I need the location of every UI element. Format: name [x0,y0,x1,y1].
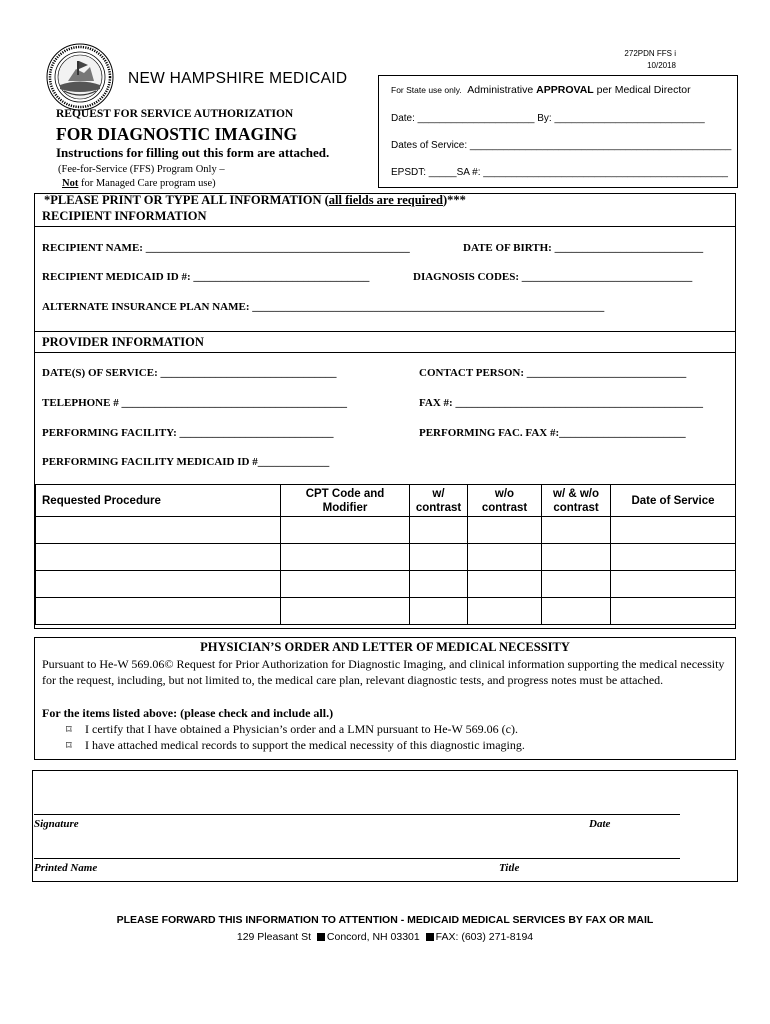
form-title: FOR DIAGNOSTIC IMAGING [56,124,298,144]
lmn-body: Pursuant to He-W 569.06© Request for Prior Authorization for Diagnostic Imaging, and clinical information supporting the medical necessity for the request, including, but not limited to, the medical care plan, relevant diagnostic tests, and progress notes must be attached. [42,657,725,688]
date-cell[interactable] [611,598,736,625]
mailing-address [0,931,770,943]
telephone-field[interactable]: TELEPHONE # _________________________________________ [42,397,347,409]
fax-field[interactable]: FAX #: _____________________________________________ [419,397,703,409]
with-contrast-cell[interactable] [410,598,468,625]
cpt-cell[interactable] [281,544,410,571]
state-approval-line [391,84,691,96]
forward-instructions: PLEASE FORWARD THIS INFORMATION TO ATTENTION - MEDICAID MEDICAL SERVICES BY FAX OR MAIL [116,914,654,926]
without-contrast-cell[interactable] [468,517,542,544]
with-without-cell[interactable] [542,544,611,571]
table-row [36,544,736,571]
with-contrast-cell[interactable] [410,517,468,544]
col-wo-line2: contrast [481,501,528,514]
cpt-cell[interactable] [281,598,410,625]
agency-name: NEW HAMPSHIRE MEDICAID [128,70,348,87]
diagnosis-codes-field[interactable]: DIAGNOSIS CODES: _______________________________ [413,271,693,283]
col-wo-line1: w/o [494,487,515,500]
col-requested-procedure: Requested Procedure [36,485,281,517]
col-w-line2: contrast [415,501,462,514]
table-row [36,598,736,625]
table-header-row [36,485,736,517]
instructions-note: Instructions for filling out this form are attached. [56,145,330,160]
date-of-birth-field[interactable]: DATE OF BIRTH: ___________________________ [463,242,704,254]
cpt-cell[interactable] [281,571,410,598]
printed-name-line[interactable] [34,858,680,859]
signature-date-label: Date [589,818,611,830]
black-square-icon [317,933,325,941]
approval-word: APPROVAL [536,84,594,96]
performing-facility-medicaid-id-field[interactable]: PERFORMING FACILITY MEDICAID ID #_____________ [42,456,330,468]
without-contrast-cell[interactable] [468,571,542,598]
recipient-section-header: RECIPIENT INFORMATION [42,209,207,223]
date-cell[interactable] [611,517,736,544]
title-label: Title [499,862,520,874]
lmn-title: PHYSICIAN’S ORDER AND LETTER OF MEDICAL NECESSITY [200,640,570,654]
col-date-of-service: Date of Service [611,485,736,517]
date-cell[interactable] [611,571,736,598]
state-use-box [378,75,738,188]
provider-dates-of-service-field[interactable]: DATE(S) OF SERVICE: ________________________________ [42,367,337,379]
state-date-by-field[interactable]: Date: _____________________ By: ___________________________ [391,113,705,124]
managed-care-note [62,178,216,189]
without-contrast-cell[interactable] [468,544,542,571]
lmn-item-text: I certify that I have obtained a Physician’s order and a LMN pursuant to He-W 569.06 (c). [85,722,518,736]
print-notice-underlined: all fields are required [328,193,443,207]
lmn-items-header: For the items listed above: (please check and include all.) [42,706,334,720]
ffs-note: (Fee-for-Service (FFS) Program Only – [58,164,225,175]
signature-line[interactable] [34,814,680,815]
performing-facility-fax-field[interactable]: PERFORMING FAC. FAX #:_______________________ [419,427,686,439]
performing-facility-field[interactable]: PERFORMING FACILITY: ____________________________ [42,427,334,439]
with-contrast-cell[interactable] [410,544,468,571]
recipient-medicaid-id-field[interactable]: RECIPIENT MEDICAID ID #: ________________________________ [42,271,370,283]
col-cpt-line1: CPT Code and [305,487,385,500]
form-code: 272PDN FFS i [624,49,676,58]
print-notice-post: )*** [443,193,466,207]
not-word: Not [62,178,79,189]
procedure-table [35,484,736,625]
form-revision-date: 10/2018 [647,61,676,70]
lmn-item-medical-records [66,738,525,753]
address-fax: FAX: (603) 271-8194 [435,931,534,943]
col-cpt-line2: Modifier [322,501,368,514]
contact-person-field[interactable]: CONTACT PERSON: _____________________________ [419,367,687,379]
col-without-contrast [468,485,542,517]
procedure-cell[interactable] [36,598,281,625]
address-city: Concord, NH 03301 [326,931,423,943]
state-use-label: For State use only. [391,85,462,95]
provider-section-header: PROVIDER INFORMATION [42,335,204,349]
table-row [36,517,736,544]
print-notice [44,193,466,208]
address-street: 129 Pleasant St [236,931,314,943]
signature-box [32,770,738,882]
with-without-cell[interactable] [542,517,611,544]
date-cell[interactable] [611,544,736,571]
divider [35,226,735,227]
procedure-cell[interactable] [36,517,281,544]
recipient-name-field[interactable]: RECIPIENT NAME: ________________________________________________ [42,242,410,254]
request-title: REQUEST FOR SERVICE AUTHORIZATION [56,108,294,120]
approval-post: per Medical Director [593,84,691,96]
col-wwo-line2: contrast [553,501,599,514]
procedure-cell[interactable] [36,571,281,598]
table-row [36,571,736,598]
alternate-insurance-field[interactable]: ALTERNATE INSURANCE PLAN NAME: ________________________________________________________________ [42,301,605,313]
form-id-block [624,48,676,72]
lmn-item-text: I have attached medical records to support the medical necessity of this diagnostic imaging. [85,738,525,752]
divider [35,352,735,353]
col-with-contrast [410,485,468,517]
not-rest: for Managed Care program use) [78,178,216,189]
checkbox-icon[interactable]: ⌑ [66,740,72,752]
col-with-and-without-contrast [542,485,611,517]
without-contrast-cell[interactable] [468,598,542,625]
col-wwo-line1: w/ & w/o [553,487,599,500]
cpt-cell[interactable] [281,517,410,544]
approval-pre: Administrative [467,84,537,96]
col-cpt-code [281,485,410,517]
print-notice-pre: *PLEASE PRINT OR TYPE ALL INFORMATION ( [44,193,329,207]
divider [35,331,735,332]
col-w-line1: w/ [432,487,445,500]
with-without-cell[interactable] [542,571,611,598]
state-epsdt-field[interactable]: EPSDT: _____SA #: ____________________________________________ [391,167,728,178]
signature-label: Signature [34,818,79,830]
lmn-item-physician-order [66,722,518,737]
procedure-cell[interactable] [36,544,281,571]
black-square-icon [426,933,434,941]
checkbox-icon[interactable]: ⌑ [66,724,72,736]
state-seal-icon [46,43,114,111]
with-without-cell[interactable] [542,598,611,625]
state-dates-of-service-field[interactable]: Dates of Service: _______________________________________________ [391,140,732,151]
with-contrast-cell[interactable] [410,571,468,598]
printed-name-label: Printed Name [34,862,98,874]
